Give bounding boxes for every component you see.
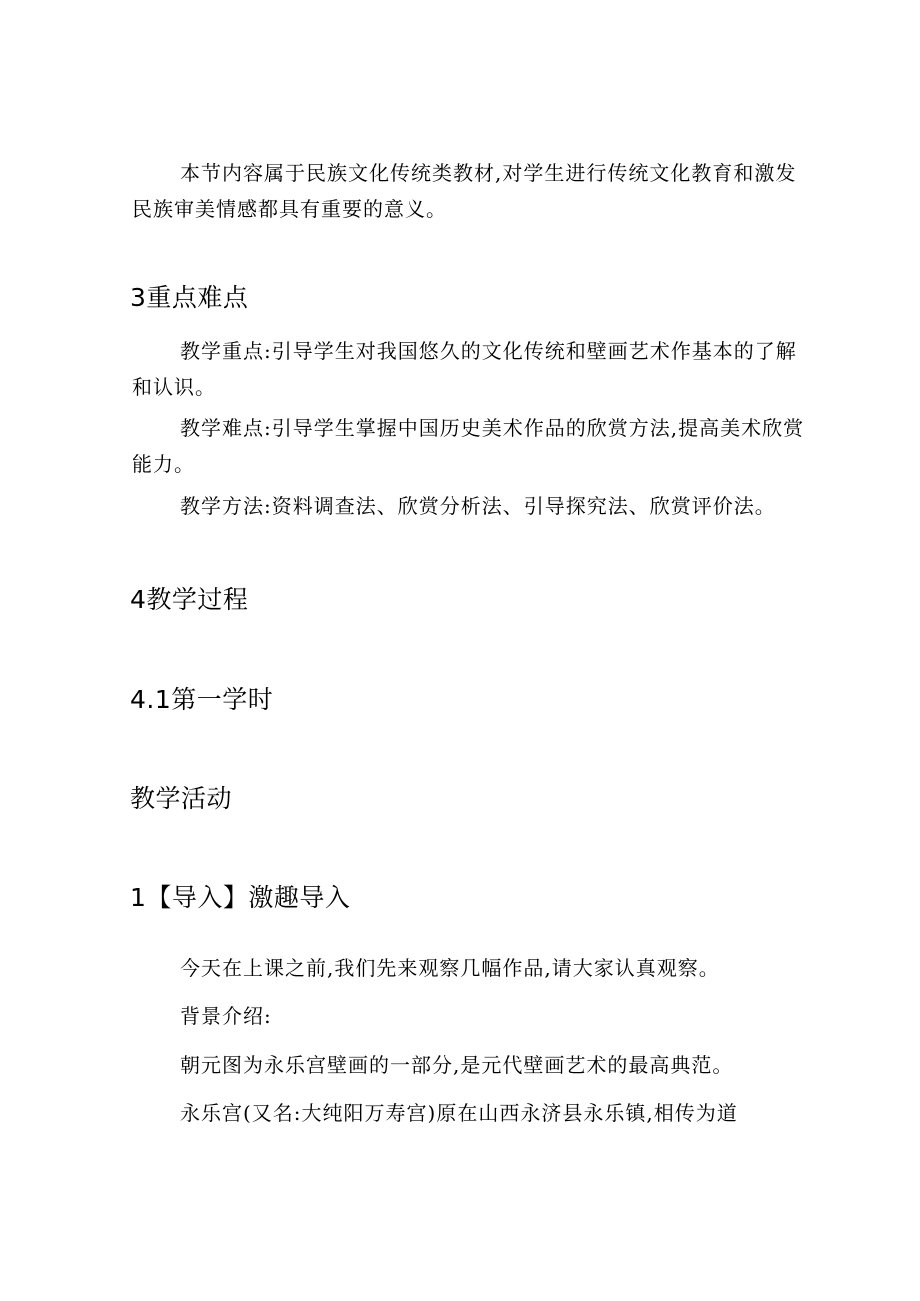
subsection-heading-first-period: 4.1第一学时 xyxy=(130,685,274,714)
background-label: 背景介绍: xyxy=(180,1004,272,1028)
section-heading-teaching-process: 4教学过程 xyxy=(130,585,249,614)
heading-introduction: 1【导入】激趣导入 xyxy=(130,883,351,912)
teaching-difficulty-paragraph: 教学难点:引导学生掌握中国历史美术作品的欣赏方法,提高美术欣赏能力。 xyxy=(132,416,805,476)
heading-teaching-activity: 教学活动 xyxy=(130,784,233,813)
intro-paragraph: 本节内容属于民族文化传统类教材,对学生进行传统文化教育和激发民族审美情感都具有重要的意义。 xyxy=(132,161,797,221)
chaoyuan-paragraph: 朝元图为永乐宫壁画的一部分,是元代壁画艺术的最高典范。 xyxy=(180,1053,734,1077)
teaching-method-paragraph: 教学方法:资料调查法、欣赏分析法、引导探究法、欣赏评价法。 xyxy=(180,494,776,518)
yongle-palace-paragraph: 永乐宫(又名:大纯阳万寿宫)原在山西永济县永乐镇,相传为道 xyxy=(180,1101,738,1125)
intro-observe-paragraph: 今天在上课之前,我们先来观察几幅作品,请大家认真观察。 xyxy=(180,956,720,980)
section-heading-key-points: 3重点难点 xyxy=(130,283,249,312)
teaching-focus-paragraph: 教学重点:引导学生对我国悠久的文化传统和壁画艺术作基本的了解和认识。 xyxy=(132,339,797,399)
